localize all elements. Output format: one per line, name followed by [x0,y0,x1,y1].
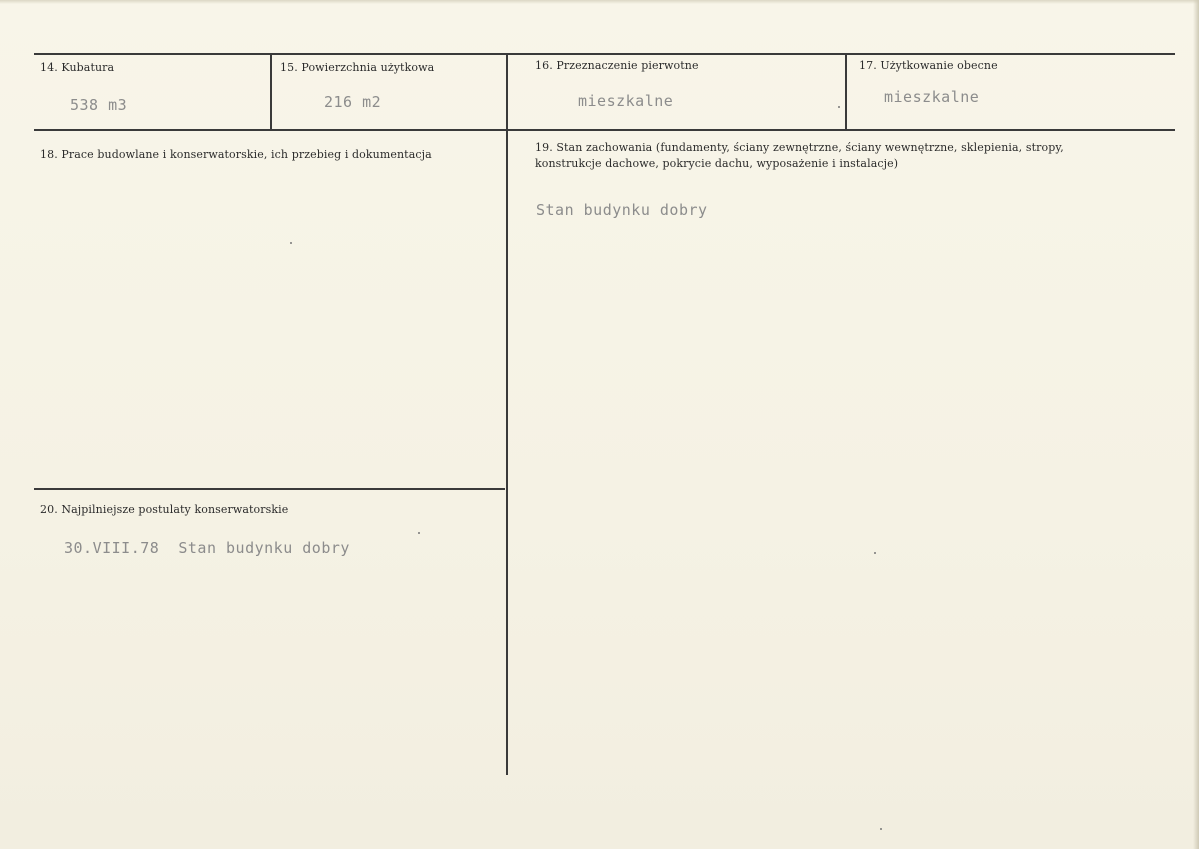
field-17-label: 17. Użytkowanie obecne [859,59,998,72]
paper-speck [880,828,882,830]
card-edge-top [0,0,1199,4]
top-rule [34,53,1175,55]
field-16-value: mieszkalne [578,92,674,110]
paper-speck [838,106,840,108]
field-20-label: 20. Najpilniejsze postulaty konserwatorskie [40,503,289,516]
field-19-label-line1: 19. Stan zachowania (fundamenty, ściany zewnętrzne, ściany wewnętrzne, sklepienia, stropy, [535,141,1064,154]
paper-speck [290,242,292,244]
field-20-value: 30.VIII.78 Stan budynku dobry [64,539,350,557]
paper-speck [874,552,876,554]
field-14-value: 538 m3 [70,96,128,114]
section18-bottom-rule [34,488,505,490]
field-17-value: mieszkalne [884,88,980,106]
divider-15-16 [506,53,508,130]
divider-16-17 [845,53,847,130]
divider-14-15 [270,53,272,130]
field-15-value: 216 m2 [324,93,382,111]
field-14-label: 14. Kubatura [40,61,115,74]
field-19-value: Stan budynku dobry [536,201,708,219]
card-edge-right [1193,0,1199,849]
field-19-label-line2: konstrukcje dachowe, pokrycie dachu, wyposażenie i instalacje) [535,157,899,170]
field-15-label: 15. Powierzchnia użytkowa [280,61,435,74]
row1-bottom-rule [34,129,1175,131]
field-18-label: 18. Prace budowlane i konserwatorskie, ich przebieg i dokumentacja [40,148,432,161]
main-vertical-divider [506,129,508,775]
paper-speck [418,532,420,534]
field-16-label: 16. Przeznaczenie pierwotne [535,59,699,72]
